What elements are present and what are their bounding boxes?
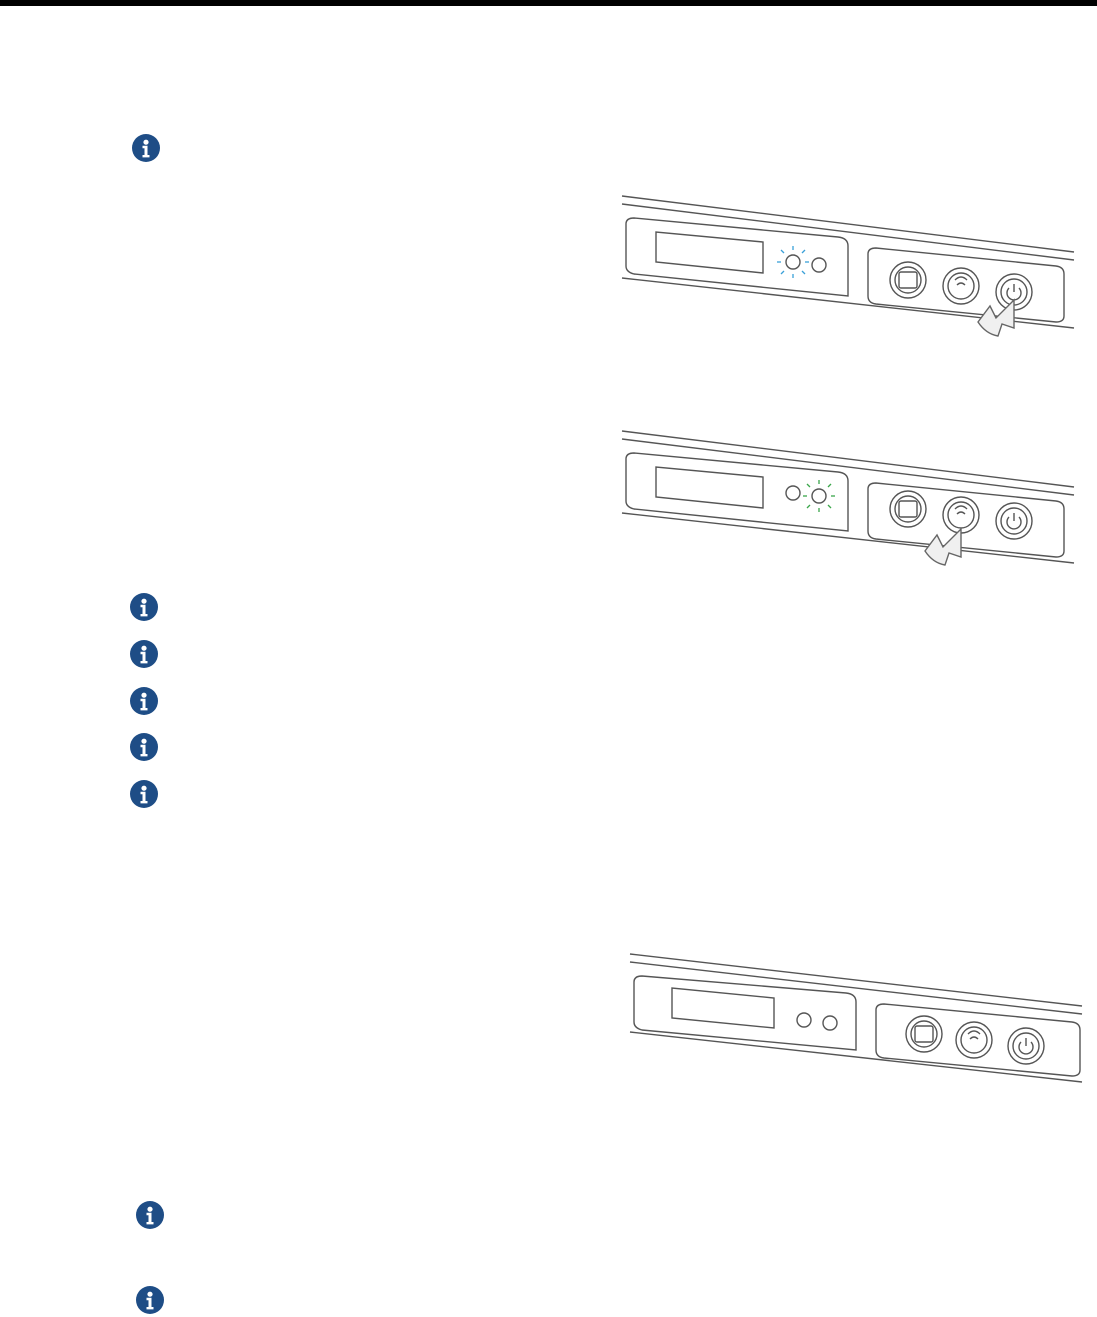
info-icon <box>130 593 158 621</box>
led-indicator-right <box>812 489 826 503</box>
led-indicator-left <box>786 255 800 269</box>
led-indicator-left <box>786 486 800 500</box>
led-indicator-right <box>823 1016 837 1030</box>
pointer-arrow-icon <box>925 529 961 565</box>
info-icon <box>136 1201 164 1229</box>
led-glow-blue-icon <box>777 246 809 278</box>
led-indicator-left <box>797 1013 811 1027</box>
led-glow-green-icon <box>803 480 835 512</box>
info-icon <box>130 640 158 668</box>
pointer-arrow-icon <box>978 300 1014 336</box>
info-icon <box>130 780 158 808</box>
top-rule <box>0 0 1097 6</box>
info-icon <box>130 733 158 761</box>
led-indicator-right <box>812 258 826 272</box>
info-icon <box>136 1286 164 1314</box>
info-icon <box>130 687 158 715</box>
device-panel-power-press <box>618 188 1078 348</box>
device-panel-idle <box>626 948 1086 1088</box>
device-panel-aux-press <box>618 423 1078 583</box>
info-icon <box>132 134 160 162</box>
